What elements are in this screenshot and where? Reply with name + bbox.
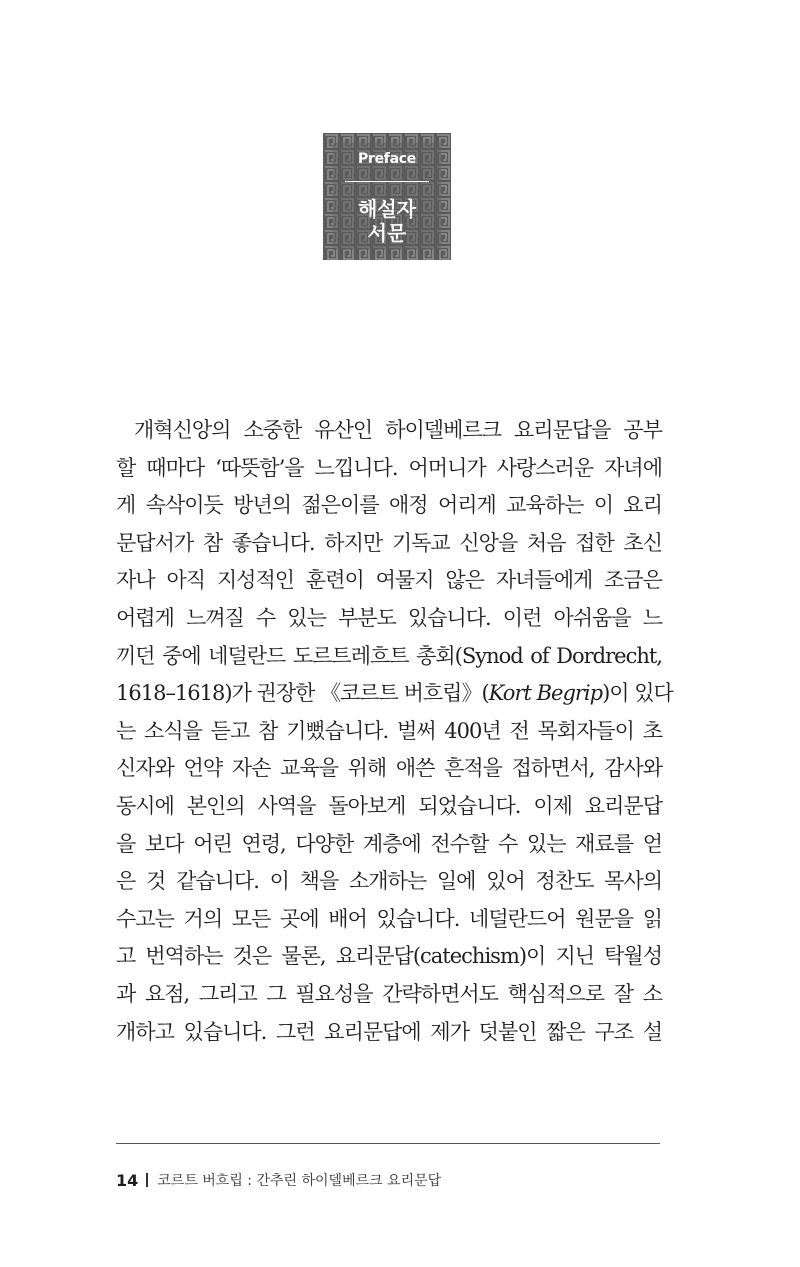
text-line: 할 때마다 ‘따뜻함’을 느낍니다. 어머니가 사랑스러운 자녀에 (116, 455, 662, 480)
body-paragraph (116, 412, 673, 1051)
text-line: 을 보다 어린 연령, 다양한 계층에 전수할 수 있는 재료를 얻 (116, 831, 662, 856)
badge-divider (345, 181, 429, 182)
text-line: 동시에 본인의 사역을 돌아보게 되었습니다. 이제 요리문답 (116, 793, 662, 818)
badge-label-korean-line1: 해설자 (358, 197, 416, 221)
text-line: 문답서가 참 좋습니다. 하지만 기독교 신앙을 처음 접한 초신 (116, 530, 662, 555)
text-line: 수고는 거의 모든 곳에 배어 있습니다. 네덜란드어 원문을 읽 (116, 906, 662, 931)
text-line: 자나 아직 지성적인 훈련이 여물지 않은 자녀들에게 조금은 (116, 568, 662, 593)
preface-badge (323, 133, 451, 260)
text-line: 개하고 있습니다. 그런 요리문답에 제가 덧붙인 짧은 구조 설 (116, 1019, 662, 1044)
text-line: 과 요점, 그리고 그 필요성을 간략하면서도 핵심적으로 잘 소 (116, 981, 662, 1006)
text-line: 은 것 같습니다. 이 책을 소개하는 일에 있어 정찬도 목사의 (116, 869, 662, 894)
text-line: 개혁신앙의 소중한 유산인 하이델베르크 요리문답을 공부 (134, 418, 662, 442)
badge-label-korean-line2: 서문 (367, 221, 407, 245)
footer-divider (116, 1143, 660, 1144)
text-line: 는 소식을 듣고 참 기뻤습니다. 벌써 400년 전 목회자들이 초 (116, 718, 662, 743)
badge-label-korean (323, 197, 451, 245)
text-line: 고 번역하는 것은 물론, 요리문답(catechism)이 지닌 탁월성 (116, 944, 662, 969)
page-number: 14 (116, 1170, 139, 1190)
text-line: 신자와 언약 자손 교육을 위해 애쓴 흔적을 접하면서, 감사와 (116, 756, 662, 781)
italic-title: Kort Begrip (488, 681, 603, 706)
text-segment: 1618–1618)가 권장한 《코르트 버흐립》( (116, 681, 489, 706)
text-segment: )이 있다 (602, 681, 673, 706)
footer-separator (146, 1173, 148, 1187)
text-line: 어렵게 느껴질 수 있는 부분도 있습니다. 이런 아쉬움을 느 (116, 605, 662, 630)
badge-label-english: Preface (358, 151, 416, 167)
page-footer (116, 1169, 441, 1191)
text-line-mixed (116, 675, 673, 713)
text-line: 게 속삭이듯 방년의 젊은이를 애정 어리게 교육하는 이 요리 (116, 493, 662, 518)
running-title: 코르트 버흐립 : 간추린 하이델베르크 요리문답 (157, 1173, 442, 1189)
text-line: 끼던 중에 네덜란드 도르트레흐트 총회(Synod of Dordrecht, (116, 643, 662, 668)
